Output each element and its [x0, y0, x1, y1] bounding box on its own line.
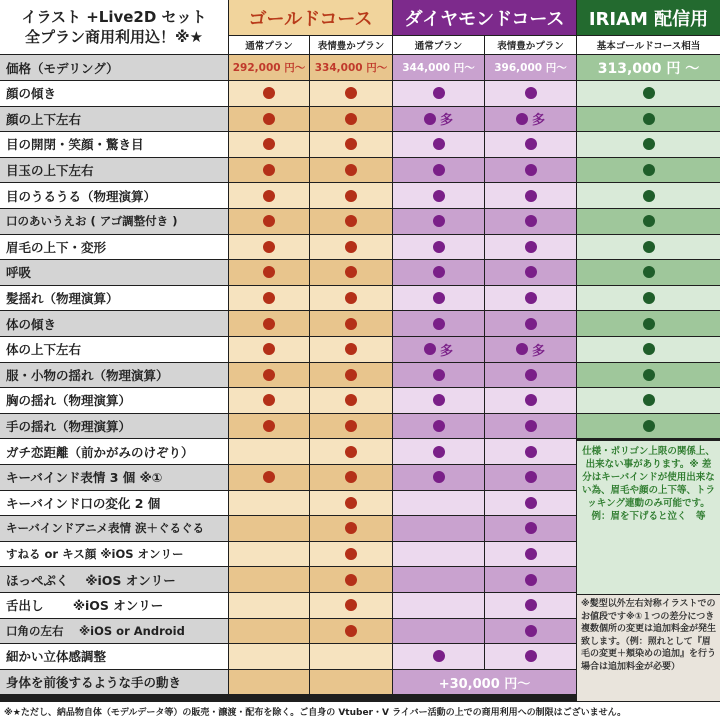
- check-dot-icon: [525, 266, 537, 278]
- row-cell-d2: [485, 593, 576, 618]
- check-dot-icon: [643, 420, 655, 432]
- row-cell-g1: [229, 388, 309, 413]
- row-cell-i: [577, 158, 720, 183]
- row-cell-g2: [310, 337, 392, 362]
- table-title: [0, 0, 228, 54]
- check-dot-icon: [433, 471, 445, 483]
- check-dot-icon: [643, 369, 655, 381]
- check-dot-icon: [433, 190, 445, 202]
- row-cell-g1: [229, 644, 309, 669]
- check-dot-icon: [433, 292, 445, 304]
- row-cell-d1: [393, 491, 484, 516]
- row-cell-d2: [485, 209, 576, 234]
- row-cell-d2: [485, 567, 576, 592]
- row-label: キーバインドアニメ表情 涙＋ぐるぐる: [0, 516, 228, 541]
- row-label: 服・小物の揺れ（物理演算）: [0, 363, 228, 388]
- row-cell-i: [577, 235, 720, 260]
- row-label: 目の開閉・笑顔・驚き目: [0, 132, 228, 157]
- check-dot-icon: [525, 471, 537, 483]
- row-cell-d1: [393, 158, 484, 183]
- row-cell-d1: [393, 414, 484, 439]
- row-cell-g2: [310, 491, 392, 516]
- row-label: ガチ恋距離（前かがみのけぞり）: [0, 439, 228, 464]
- row-label: 胸の揺れ（物理演算）: [0, 388, 228, 413]
- row-cell-d1: [393, 183, 484, 208]
- row-label: 口のあいうえお ( アゴ調整付き ): [0, 209, 228, 234]
- row-cell-d1: [393, 619, 484, 644]
- check-dot-icon: [433, 420, 445, 432]
- row-cell-g2: [310, 235, 392, 260]
- row-cell-g1: [229, 516, 309, 541]
- row-label: 目のうるうる（物理演算）: [0, 183, 228, 208]
- check-dot-icon: [345, 164, 357, 176]
- row-label: 口角の左右 ※iOS or Android: [0, 619, 228, 644]
- check-dot-icon: [525, 548, 537, 560]
- row-cell-g2: [310, 363, 392, 388]
- check-dot-icon: [433, 215, 445, 227]
- check-dot-icon: [643, 113, 655, 125]
- check-dot-icon: [263, 87, 275, 99]
- row-cell-g1: [229, 286, 309, 311]
- row-cell-g2: [310, 209, 392, 234]
- row-cell-d1: [393, 209, 484, 234]
- row-cell-d2: [485, 542, 576, 567]
- row-cell-i: [577, 209, 720, 234]
- row-cell-d2: [485, 132, 576, 157]
- row-cell-g1: [229, 439, 309, 464]
- row-cell-d2: [485, 414, 576, 439]
- check-dot-icon: [643, 394, 655, 406]
- row-label: 顔の傾き: [0, 81, 228, 106]
- check-dot-icon: [345, 548, 357, 560]
- row-label: 身体を前後するような手の動き: [0, 670, 228, 695]
- check-dot-icon: [345, 446, 357, 458]
- check-dot-icon: [643, 164, 655, 176]
- row-label: 体の傾き: [0, 311, 228, 336]
- row-cell-g1: [229, 491, 309, 516]
- check-dot-icon: [263, 318, 275, 330]
- extra-price: +30,000 円～: [393, 670, 576, 695]
- row-cell-d2: [485, 516, 576, 541]
- many-label: 多: [439, 343, 453, 359]
- check-dot-icon: [263, 190, 275, 202]
- check-dot-icon: [643, 343, 655, 355]
- row-label: 舌出し ※iOS オンリー: [0, 593, 228, 618]
- row-label: 体の上下左右: [0, 337, 228, 362]
- row-cell-d2: [485, 619, 576, 644]
- row-cell-d1: [393, 516, 484, 541]
- row-cell-i: [577, 311, 720, 336]
- row-cell-g2: [310, 670, 392, 695]
- row-cell-g2: [310, 414, 392, 439]
- check-dot-icon: [424, 113, 436, 125]
- row-cell-d1: [393, 286, 484, 311]
- price-diamond-normal: 344,000 円～: [393, 55, 484, 80]
- diamond-course-header: ダイヤモンドコース: [393, 0, 576, 35]
- price-label: 価格（モデリング）: [0, 55, 228, 80]
- row-cell-i: [577, 414, 720, 439]
- row-cell-d1: [393, 107, 484, 132]
- row-label: 手の揺れ（物理演算）: [0, 414, 228, 439]
- row-cell-g1: [229, 158, 309, 183]
- check-dot-icon: [345, 574, 357, 586]
- row-cell-g1: [229, 619, 309, 644]
- row-cell-g2: [310, 644, 392, 669]
- check-dot-icon: [525, 215, 537, 227]
- check-dot-icon: [516, 343, 528, 355]
- row-label: 細かい立体感調整: [0, 644, 228, 669]
- diamond-rich-plan: 表情豊かプラン: [485, 36, 576, 54]
- check-dot-icon: [263, 241, 275, 253]
- row-cell-g2: [310, 311, 392, 336]
- title-line-2: 全プラン商用利用込！※★: [24, 28, 204, 46]
- row-cell-i: [577, 260, 720, 285]
- row-cell-i: [577, 388, 720, 413]
- check-dot-icon: [525, 369, 537, 381]
- row-cell-g1: [229, 81, 309, 106]
- row-cell-g1: [229, 235, 309, 260]
- check-dot-icon: [433, 87, 445, 99]
- price-iriam: 313,000 円 ～: [577, 55, 720, 80]
- row-cell-g2: [310, 439, 392, 464]
- row-label: 眉毛の上下・変形: [0, 235, 228, 260]
- row-cell-g1: [229, 311, 309, 336]
- row-label: 顔の上下左右: [0, 107, 228, 132]
- check-dot-icon: [345, 599, 357, 611]
- row-cell-d2: [485, 388, 576, 413]
- row-cell-d1: [393, 542, 484, 567]
- row-cell-d2: [485, 644, 576, 669]
- row-cell-d2: [485, 260, 576, 285]
- row-cell-g2: [310, 516, 392, 541]
- row-cell-d2: [485, 81, 576, 106]
- row-cell-g2: [310, 158, 392, 183]
- check-dot-icon: [345, 190, 357, 202]
- row-cell-g1: [229, 670, 309, 695]
- row-cell-g2: [310, 81, 392, 106]
- row-cell-g1: [229, 567, 309, 592]
- row-cell-g1: [229, 363, 309, 388]
- many-label: 多: [531, 343, 545, 359]
- row-cell-d2: [485, 158, 576, 183]
- row-cell-g2: [310, 107, 392, 132]
- row-cell-g1: [229, 414, 309, 439]
- check-dot-icon: [263, 369, 275, 381]
- row-cell-g2: [310, 465, 392, 490]
- check-dot-icon: [525, 87, 537, 99]
- row-cell-g2: [310, 567, 392, 592]
- row-cell-d2: [485, 235, 576, 260]
- check-dot-icon: [643, 318, 655, 330]
- row-cell-d2: [485, 363, 576, 388]
- row-cell-g1: [229, 260, 309, 285]
- check-dot-icon: [263, 215, 275, 227]
- row-cell-g2: [310, 542, 392, 567]
- row-cell-g2: [310, 183, 392, 208]
- check-dot-icon: [525, 522, 537, 534]
- row-cell-g2: [310, 132, 392, 157]
- check-dot-icon: [345, 625, 357, 637]
- price-gold-normal: 292,000 円～: [229, 55, 309, 80]
- row-cell-d1: [393, 567, 484, 592]
- row-cell-g2: [310, 286, 392, 311]
- check-dot-icon: [525, 446, 537, 458]
- check-dot-icon: [525, 292, 537, 304]
- check-dot-icon: [345, 266, 357, 278]
- row-cell-d2: [485, 439, 576, 464]
- row-cell-g1: [229, 107, 309, 132]
- iriam-note: 仕様・ポリゴン上限の関係上、出来ない事があります。※ 差分はキーバインドが使用出来ない為、眉毛や顔の上下等、トラッキング連動のみ可能です。例：眉を下げると泣く 等: [577, 441, 720, 594]
- check-dot-icon: [433, 164, 445, 176]
- row-cell-g1: [229, 542, 309, 567]
- row-cell-d2: [485, 286, 576, 311]
- check-dot-icon: [433, 369, 445, 381]
- check-dot-icon: [433, 266, 445, 278]
- check-dot-icon: [643, 87, 655, 99]
- check-dot-icon: [525, 394, 537, 406]
- row-cell-g1: [229, 337, 309, 362]
- check-dot-icon: [525, 190, 537, 202]
- check-dot-icon: [345, 138, 357, 150]
- check-dot-icon: [345, 215, 357, 227]
- row-cell-d1: [393, 465, 484, 490]
- row-cell-d2: [485, 465, 576, 490]
- check-dot-icon: [263, 113, 275, 125]
- check-dot-icon: [345, 420, 357, 432]
- row-cell-d1: [393, 81, 484, 106]
- row-cell-i: [577, 107, 720, 132]
- price-diamond-rich: 396,000 円～: [485, 55, 576, 80]
- row-cell-i: [577, 337, 720, 362]
- row-cell-d2: [485, 337, 576, 362]
- side-note: ※髪型以外左右対称イラストでのお値段です※①１つの差分につき複数個所の変更は追加料金が発生致します。（例：照れとして『眉毛の変更＋頬染めの追加』を行う場合は追加料金が必要）: [577, 595, 720, 701]
- check-dot-icon: [433, 138, 445, 150]
- gold-course-header: ゴールドコース: [229, 0, 392, 35]
- check-dot-icon: [345, 522, 357, 534]
- row-cell-g1: [229, 132, 309, 157]
- row-cell-d1: [393, 644, 484, 669]
- row-cell-d1: [393, 235, 484, 260]
- many-label: 多: [531, 113, 545, 129]
- check-dot-icon: [525, 420, 537, 432]
- row-label: キーバインド表情 3 個 ※①: [0, 465, 228, 490]
- row-cell-i: [577, 183, 720, 208]
- iriam-header: IRIAM 配信用: [577, 0, 720, 35]
- check-dot-icon: [263, 343, 275, 355]
- price-gold-rich: 334,000 円～: [310, 55, 392, 80]
- row-cell-i: [577, 286, 720, 311]
- row-label: キーバインド口の変化 2 個: [0, 491, 228, 516]
- row-cell-g1: [229, 209, 309, 234]
- check-dot-icon: [263, 138, 275, 150]
- check-dot-icon: [263, 164, 275, 176]
- check-dot-icon: [345, 113, 357, 125]
- row-cell-g1: [229, 593, 309, 618]
- row-cell-d1: [393, 439, 484, 464]
- check-dot-icon: [525, 241, 537, 253]
- check-dot-icon: [643, 215, 655, 227]
- check-dot-icon: [433, 650, 445, 662]
- title-line-1: イラスト +Live2D セット: [21, 8, 207, 26]
- row-cell-g2: [310, 260, 392, 285]
- row-cell-d1: [393, 311, 484, 336]
- check-dot-icon: [263, 471, 275, 483]
- check-dot-icon: [525, 318, 537, 330]
- row-cell-i: [577, 363, 720, 388]
- row-label: ほっぺぷく ※iOS オンリー: [0, 567, 228, 592]
- check-dot-icon: [433, 446, 445, 458]
- row-label: 目玉の上下左右: [0, 158, 228, 183]
- check-dot-icon: [516, 113, 528, 125]
- check-dot-icon: [263, 266, 275, 278]
- diamond-normal-plan: 通常プラン: [393, 36, 484, 54]
- row-label: 髪揺れ（物理演算）: [0, 286, 228, 311]
- check-dot-icon: [643, 138, 655, 150]
- footer-note: ※★ただし、納品物自体（モデルデータ等）の販売・譲渡・配布を除く。ご自身の Vtuber・V ライバー活動の上での商用利用への制限はございません。: [0, 702, 720, 720]
- check-dot-icon: [525, 497, 537, 509]
- check-dot-icon: [525, 138, 537, 150]
- check-dot-icon: [433, 241, 445, 253]
- check-dot-icon: [433, 318, 445, 330]
- iriam-sub-header: 基本ゴールドコース相当: [577, 36, 720, 54]
- check-dot-icon: [345, 394, 357, 406]
- check-dot-icon: [525, 164, 537, 176]
- row-cell-i: [577, 132, 720, 157]
- check-dot-icon: [643, 190, 655, 202]
- row-cell-d2: [485, 183, 576, 208]
- row-label: 呼吸: [0, 260, 228, 285]
- check-dot-icon: [345, 497, 357, 509]
- check-dot-icon: [525, 574, 537, 586]
- row-cell-g1: [229, 183, 309, 208]
- row-cell-d2: [485, 311, 576, 336]
- row-cell-d1: [393, 593, 484, 618]
- check-dot-icon: [643, 241, 655, 253]
- check-dot-icon: [424, 343, 436, 355]
- row-cell-i: [577, 81, 720, 106]
- check-dot-icon: [345, 318, 357, 330]
- row-cell-g1: [229, 465, 309, 490]
- row-cell-d1: [393, 260, 484, 285]
- check-dot-icon: [345, 87, 357, 99]
- row-cell-g2: [310, 388, 392, 413]
- check-dot-icon: [345, 343, 357, 355]
- check-dot-icon: [643, 266, 655, 278]
- row-cell-g2: [310, 593, 392, 618]
- row-cell-d2: [485, 491, 576, 516]
- many-label: 多: [439, 113, 453, 129]
- row-cell-d2: [485, 107, 576, 132]
- row-label: すねる or キス顔 ※iOS オンリー: [0, 542, 228, 567]
- row-cell-d1: [393, 337, 484, 362]
- check-dot-icon: [525, 599, 537, 611]
- check-dot-icon: [643, 292, 655, 304]
- check-dot-icon: [345, 471, 357, 483]
- check-dot-icon: [525, 625, 537, 637]
- row-cell-d1: [393, 363, 484, 388]
- row-cell-g2: [310, 619, 392, 644]
- check-dot-icon: [263, 292, 275, 304]
- check-dot-icon: [345, 369, 357, 381]
- check-dot-icon: [345, 241, 357, 253]
- gold-rich-plan: 表情豊かプラン: [310, 36, 392, 54]
- check-dot-icon: [345, 292, 357, 304]
- row-cell-d1: [393, 388, 484, 413]
- check-dot-icon: [263, 420, 275, 432]
- check-dot-icon: [525, 650, 537, 662]
- check-dot-icon: [433, 394, 445, 406]
- gold-normal-plan: 通常プラン: [229, 36, 309, 54]
- check-dot-icon: [263, 394, 275, 406]
- row-cell-d1: [393, 132, 484, 157]
